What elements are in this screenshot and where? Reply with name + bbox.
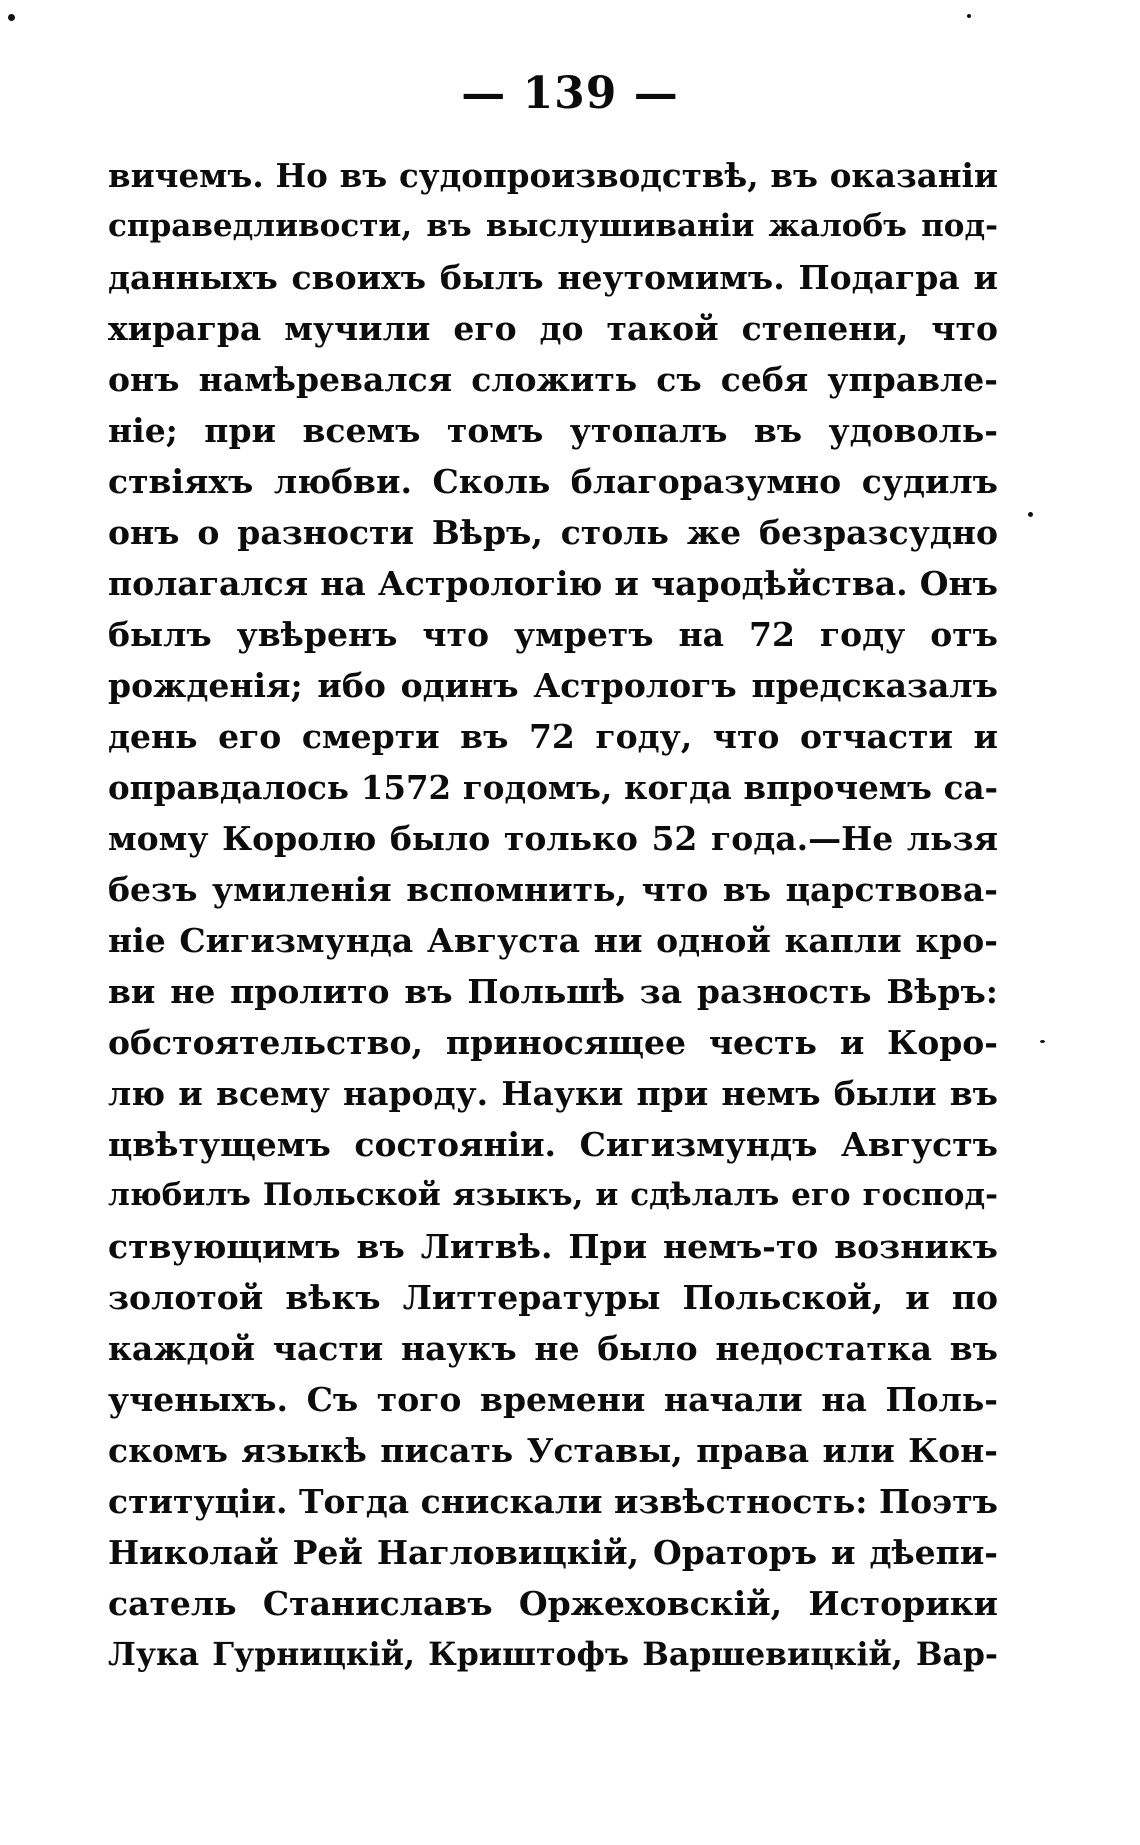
text-line: хирагра мучили его до такой степени, что	[108, 309, 998, 348]
text-line: скомъ языкѣ писать Уставы, права или Кон-	[108, 1431, 998, 1470]
text-line: день его смерти въ 72 году, что отчасти и	[108, 717, 998, 756]
text-line: оправдалось 1572 годомъ, когда впрочемъ са-	[108, 768, 998, 807]
text-line: безъ умиленiя вспомнить, что въ царствова-	[108, 870, 998, 909]
text-line: ституцiи. Тогда снискали извѣстность: Поэтъ	[108, 1482, 998, 1521]
text-line: нiе; при всемъ томъ утопалъ въ удоволь-	[108, 411, 998, 450]
text-line: данныхъ своихъ былъ неутомимъ. Подагра и	[108, 258, 998, 297]
body-text	[108, 150, 998, 1680]
text-line: обстоятельство, приносящее честь и Коро-	[108, 1023, 998, 1062]
text-line: полагался на Астрологiю и чародѣйства. Онъ	[108, 564, 998, 603]
text-line: цвѣтущемъ состоянiи. Сигизмундъ Августъ	[108, 1125, 998, 1164]
text-line: сатель Станиславъ Оржеховскiй, Историки	[108, 1584, 998, 1623]
text-line: ученыхъ. Съ того времени начали на Поль-	[108, 1380, 998, 1419]
text-line: нiе Сигизмунда Августа ни одной капли кро-	[108, 921, 998, 960]
ink-speck	[967, 14, 971, 18]
ink-speck	[1040, 1040, 1045, 1043]
text-line: любилъ Польской языкъ, и сдѣлалъ его господ-	[108, 1177, 998, 1213]
text-line: ви не пролито въ Польшѣ за разность Вѣръ:	[108, 972, 998, 1011]
text-line: ствiяхъ любви. Сколь благоразумно судилъ	[108, 462, 998, 501]
text-line: каждой части наукъ не было недостатка въ	[108, 1329, 998, 1368]
text-line: золотой вѣкъ Литтературы Польской, и по	[108, 1278, 998, 1317]
text-line: рожденiя; ибо одинъ Астрологъ предсказалъ	[108, 666, 998, 705]
text-line: былъ увѣренъ что умретъ на 72 году отъ	[108, 615, 998, 654]
text-line: вичемъ. Но въ судопроизводствѣ, въ оказанiи	[108, 156, 998, 195]
ink-speck	[1028, 512, 1033, 517]
text-line: справедливости, въ выслушиванiи жалобъ под-	[108, 208, 998, 244]
text-line: онъ о разности Вѣръ, столь же безразсудно	[108, 513, 998, 552]
text-line: Лука Гурницкiй, Криштофъ Варшевицкiй, Вар-	[108, 1636, 998, 1673]
text-line: ствующимъ въ Литвѣ. При немъ-то возникъ	[108, 1227, 998, 1266]
text-line: Николай Рей Нагловицкiй, Ораторъ и дѣепи-	[108, 1533, 998, 1572]
text-line: онъ намѣревался сложить съ себя управле-	[108, 360, 998, 399]
text-line: мому Королю было только 52 года.—Не льзя	[108, 819, 998, 858]
text-line: лю и всему народу. Науки при немъ были въ	[108, 1074, 998, 1113]
ink-speck	[8, 14, 15, 21]
page-number: — 139 —	[461, 68, 679, 119]
